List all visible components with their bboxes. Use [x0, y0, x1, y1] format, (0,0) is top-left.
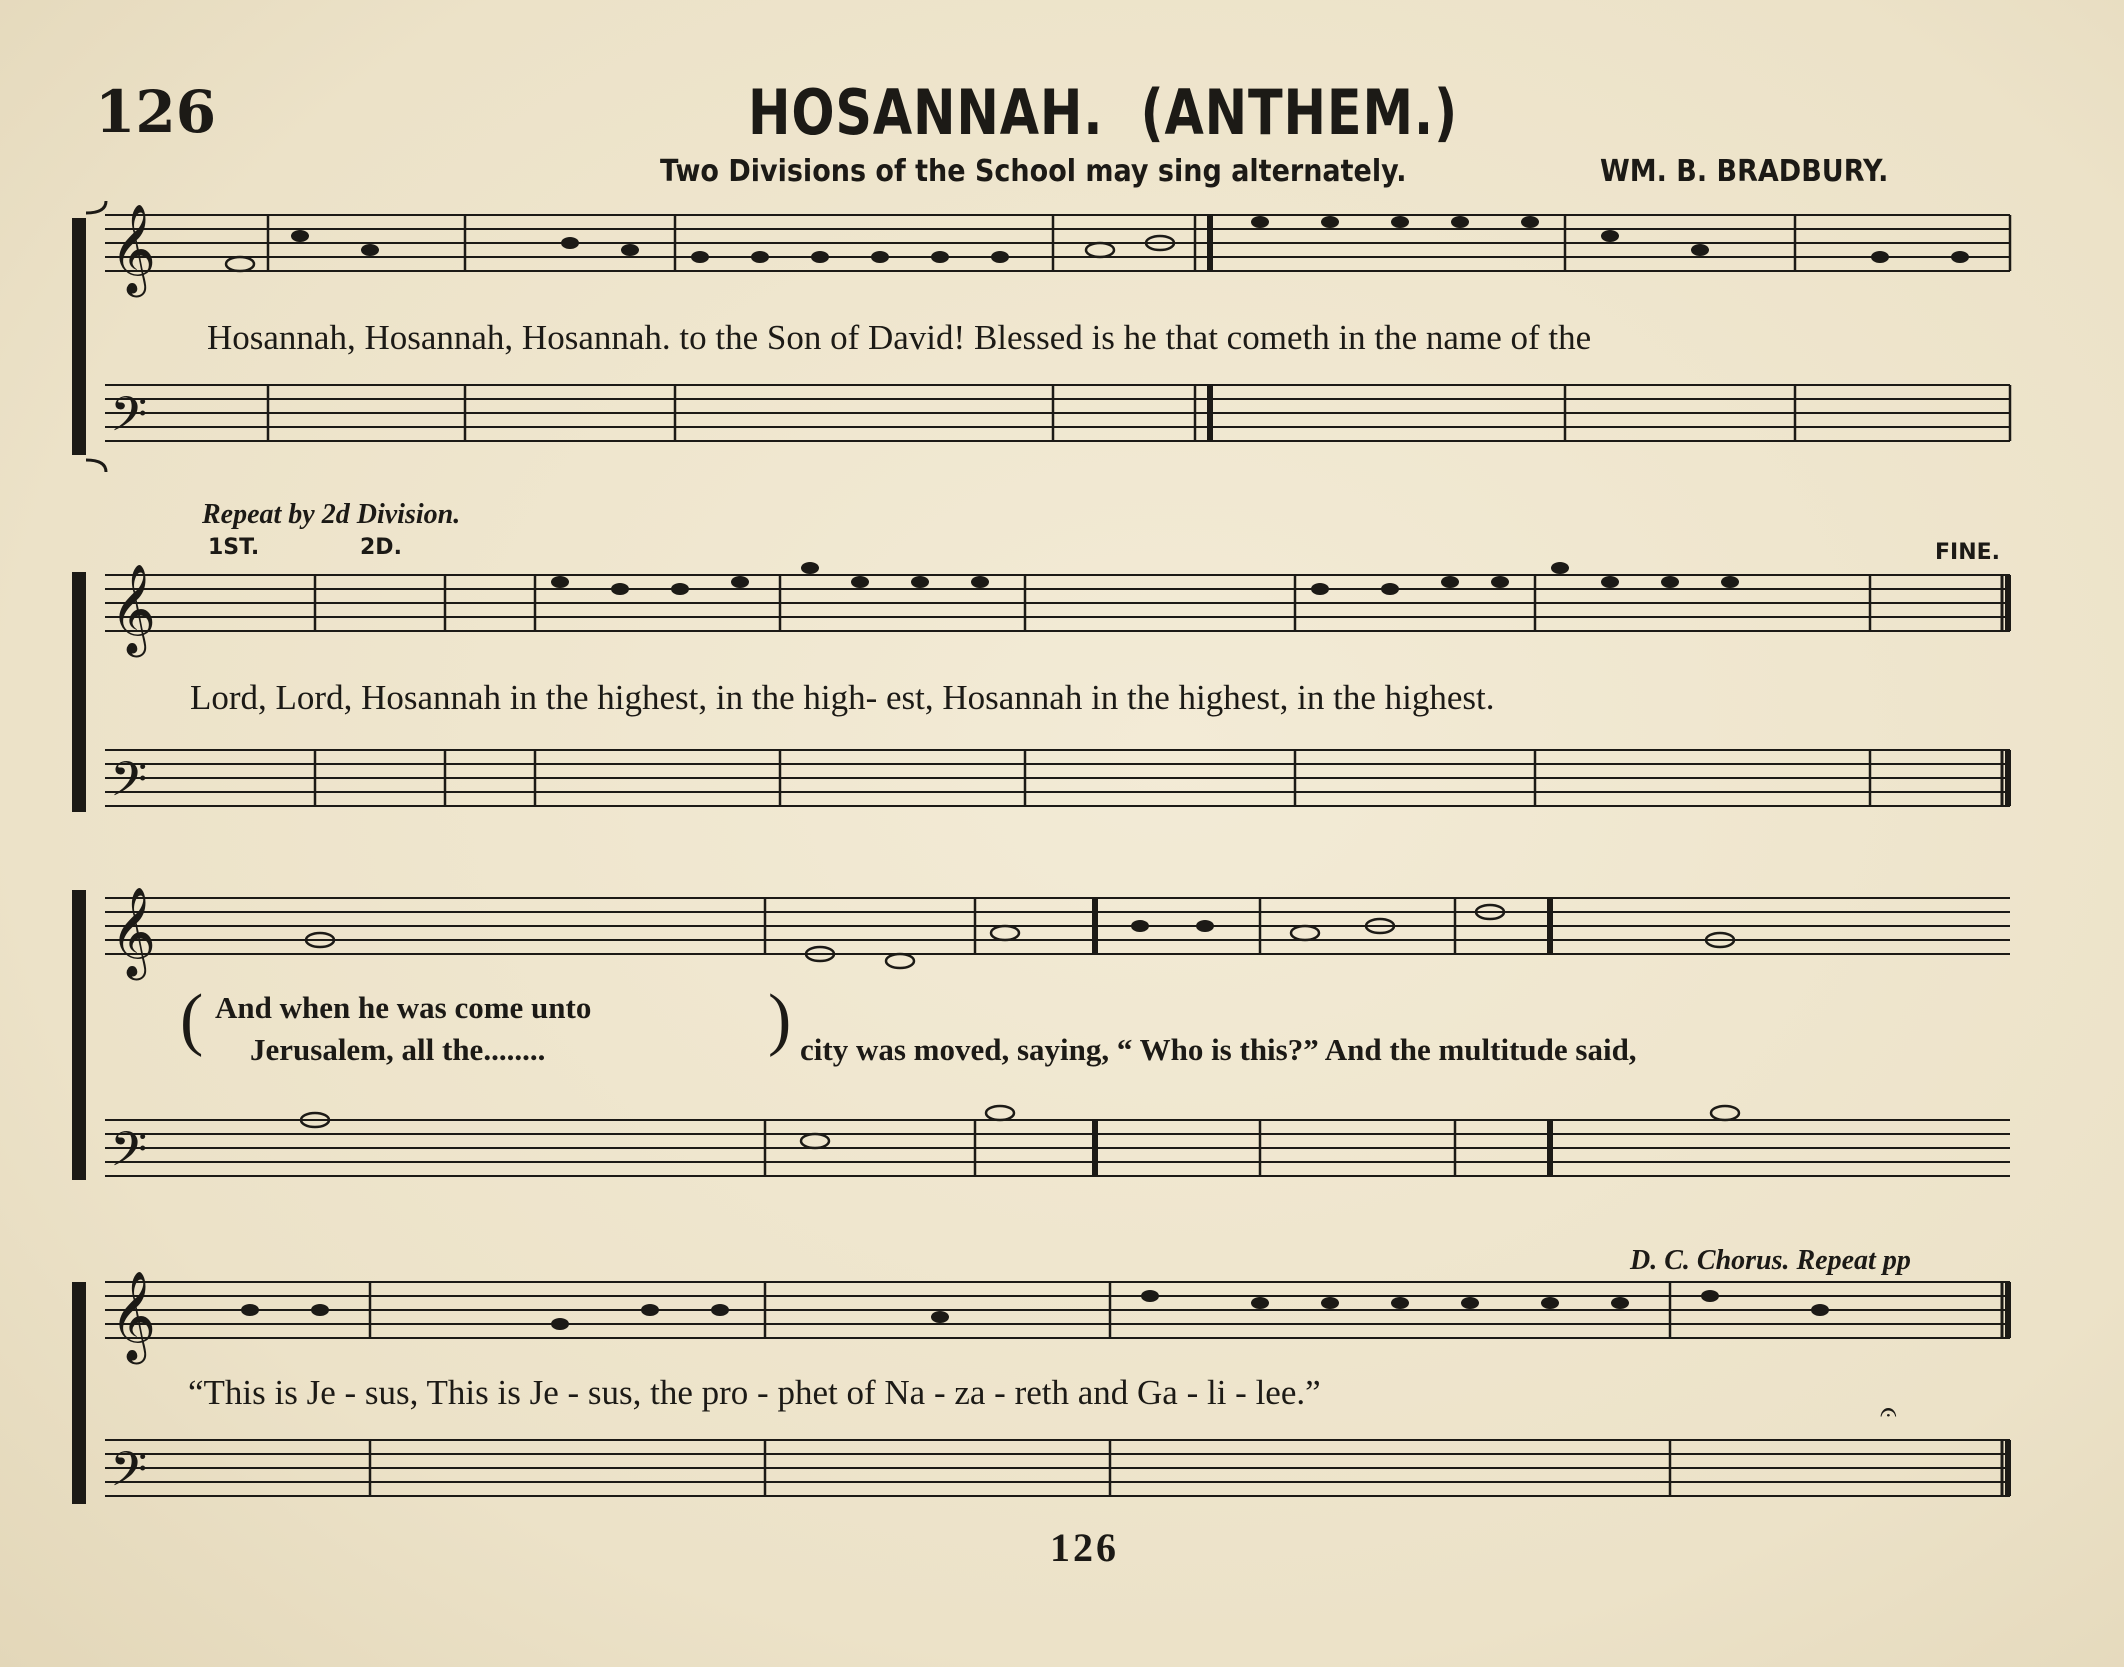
- title-text: HOSANNAH.: [748, 76, 1104, 149]
- first-ending-label: 1ST.: [208, 535, 260, 560]
- recitative-line-2: Jerusalem, all the........: [250, 1032, 546, 1067]
- page-number: 126: [95, 78, 217, 146]
- performance-note: Two Divisions of the School may sing alternately.: [660, 154, 1407, 189]
- bass-clef-icon: 𝄢: [110, 1441, 148, 1509]
- treble-clef-icon: 𝄞: [110, 564, 157, 654]
- right-brace: ): [768, 981, 792, 1058]
- system-4-lyrics: “This is Je - sus, This is Je - sus, the pro - phet of Na - za - reth and Ga - li - lee.”: [188, 1373, 1321, 1412]
- second-ending-label: 2D.: [360, 535, 402, 560]
- fine-label: FINE.: [1935, 540, 2001, 565]
- system-2-lyrics: Lord, Lord, Hosannah in the highest, in the high- est, Hosannah in the highest, in the highest.: [190, 678, 1495, 717]
- composer: WM. B. BRADBURY.: [1600, 154, 1889, 189]
- title-tag: (ANTHEM.): [1140, 76, 1459, 149]
- left-brace: (: [180, 981, 204, 1058]
- treble-clef-icon: 𝄞: [110, 204, 157, 294]
- bass-clef-icon: 𝄢: [110, 1121, 148, 1189]
- fermata-icon: 𝄐: [1880, 1395, 1897, 1430]
- bass-clef-icon: 𝄢: [110, 751, 148, 819]
- system-1-lyrics: Hosannah, Hosannah, Hosannah. to the Son of David! Blessed is he that cometh in the name of the: [207, 318, 1592, 357]
- treble-clef-icon: 𝄞: [110, 887, 157, 977]
- treble-clef-icon: 𝄞: [110, 1271, 157, 1361]
- bass-clef-icon: 𝄢: [110, 386, 148, 454]
- dc-direction: D. C. Chorus. Repeat pp: [1630, 1245, 1911, 1276]
- recitative-line-1: And when he was come unto: [215, 990, 592, 1025]
- footer-page-number: 126: [1050, 1525, 1119, 1570]
- recitative-line-3: city was moved, saying, “ Who is this?” And the multitude said,: [800, 1032, 1637, 1067]
- repeat-note: Repeat by 2d Division.: [202, 499, 461, 530]
